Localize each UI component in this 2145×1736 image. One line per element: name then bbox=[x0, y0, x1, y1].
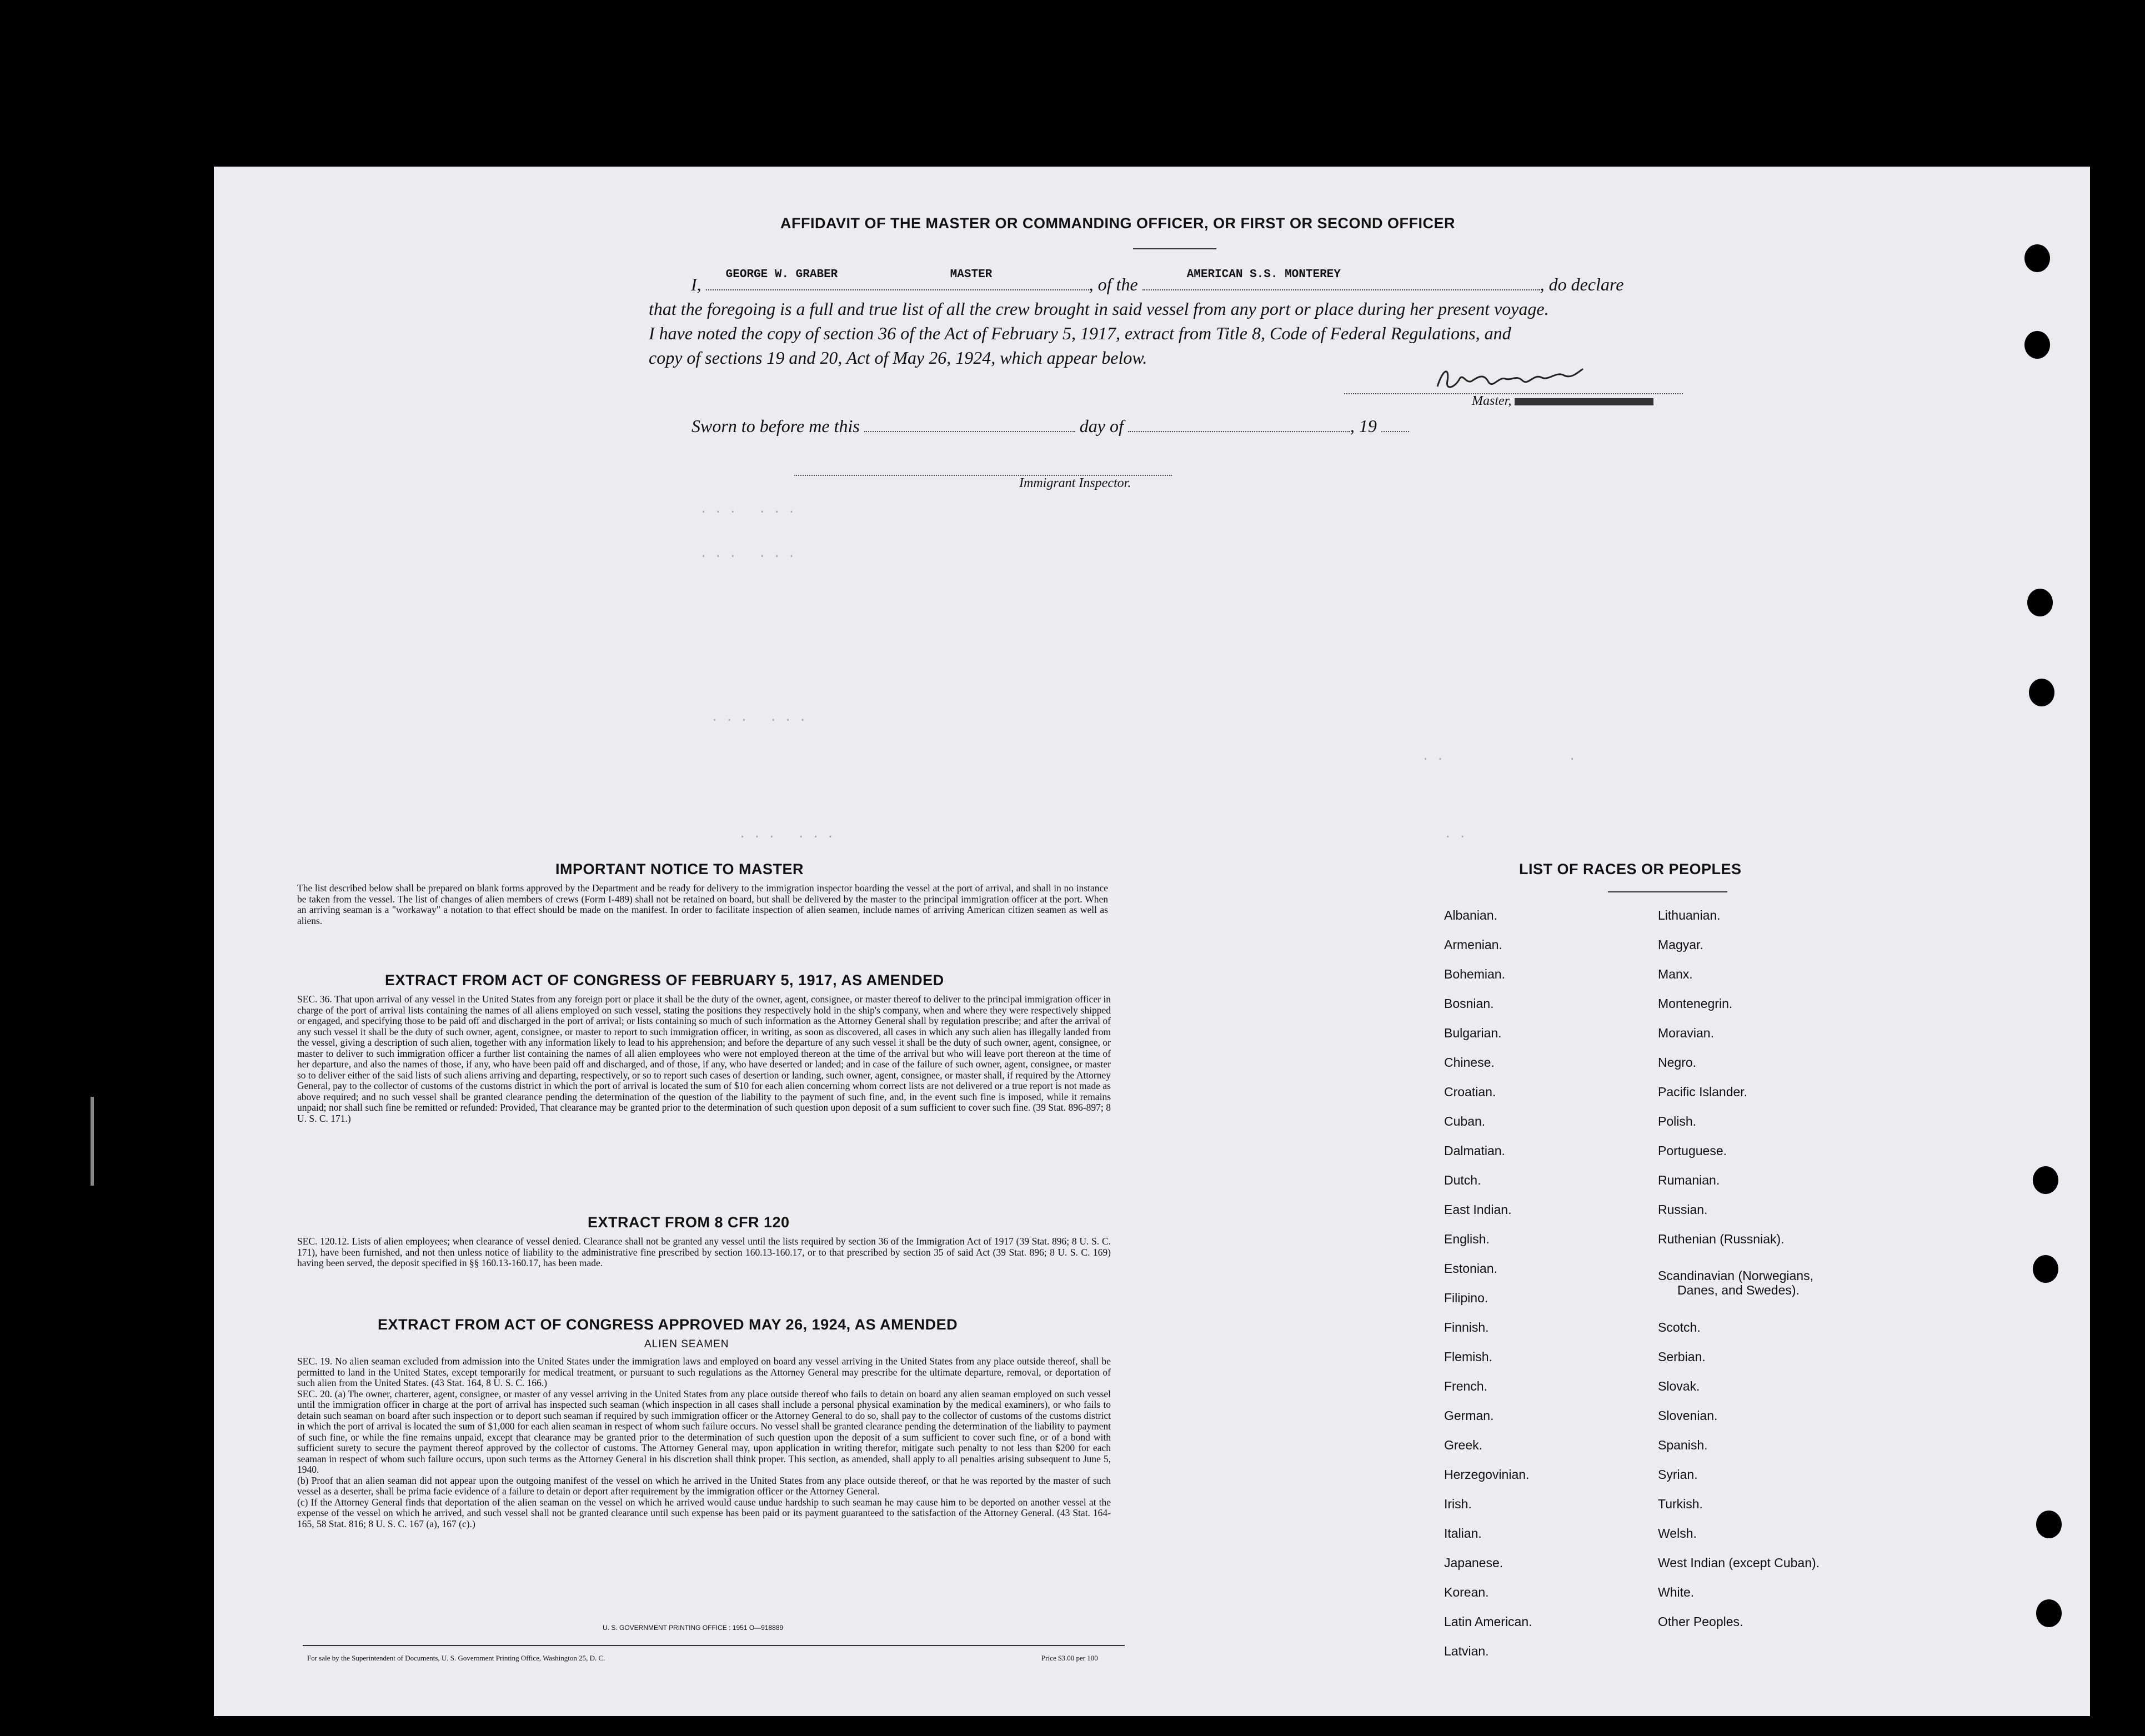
race-item: Lithuanian. bbox=[1658, 908, 1721, 922]
race-item: French. bbox=[1444, 1379, 1487, 1393]
footer-sale-note: For sale by the Superintendent of Documents, U. S. Government Printing Office, Washington 25, D. C. bbox=[307, 1654, 605, 1662]
bleed-through-marks: . . . . . . bbox=[711, 711, 806, 725]
race-item: Flemish. bbox=[1444, 1349, 1492, 1364]
race-item: Other Peoples. bbox=[1658, 1614, 1743, 1629]
sec-19-text: SEC. 19. No alien seaman excluded from admission into the United States under the immigration laws and employed on board any vessel arriving in the United States from any place outside thereof, shall be permitted to land in the United States, except temporarily for medical treatment, or pursuant to such regulations as the Attorney General may prescribe for the ultimate departure, removal, or deportation of such alien from the United States. (43 Stat. 164, 8 U. S. C. 166.) bbox=[297, 1356, 1111, 1388]
race-item: Polish. bbox=[1658, 1114, 1697, 1128]
race-item: Montenegrin. bbox=[1658, 996, 1733, 1011]
extract-cfr-heading: EXTRACT FROM 8 CFR 120 bbox=[588, 1214, 790, 1231]
race-item: East Indian. bbox=[1444, 1202, 1512, 1217]
race-item: Magyar. bbox=[1658, 937, 1703, 952]
extract-1924-heading: EXTRACT FROM ACT OF CONGRESS APPROVED MAY 26, 1924, AS AMENDED bbox=[378, 1316, 958, 1333]
race-item: Slovenian. bbox=[1658, 1408, 1718, 1423]
sec-20c-text: (c) If the Attorney General finds that deportation of the alien seaman on the vessel on which he arrived would cause undue hardship to such seaman he may cause him to be deported on another vessel at the expense of the vessel on which he arrived, and such vessel shall not be granted clearance until such expense has been paid or its payment guaranteed to the satisfaction of the Attorney General. (43 Stat. 164-165, 58 Stat. 816; 8 U. S. C. 167 (a), 167 (c).) bbox=[297, 1496, 1111, 1529]
race-item: White. bbox=[1658, 1585, 1695, 1599]
struck-officer-title bbox=[1515, 398, 1653, 405]
position-value: MASTER bbox=[950, 268, 993, 281]
notice-body: The list described below shall be prepared on blank forms approved by the Department and be ready for delivery to the immigration inspector boarding the vessel at the port of arrival, and shall in no instance be taken from the vessel. The list of changes of alien members of crews (Form I-489) shall not be retained on board, but shall be delivered by the master to the principal immigration officer at the port. When an arriving seaman is a "workaway" a notation to that effect should be made on the manifest. In order to facilitate inspection of alien seamen, include names of arriving American citizen seamen as well as aliens. bbox=[297, 882, 1108, 926]
bleed-through-marks: . . bbox=[1444, 827, 1466, 841]
race-item: Korean. bbox=[1444, 1585, 1489, 1599]
race-item: Filipino. bbox=[1444, 1291, 1489, 1305]
bleed-through-marks: . . . . . . bbox=[700, 503, 795, 516]
sworn-line bbox=[691, 414, 1409, 438]
race-item: Irish. bbox=[1444, 1497, 1472, 1511]
race-item: Spanish. bbox=[1658, 1438, 1708, 1452]
race-item: Dutch. bbox=[1444, 1173, 1481, 1187]
race-item: Armenian. bbox=[1444, 937, 1502, 952]
master-name-value: GEORGE W. GRABER bbox=[725, 268, 838, 281]
master-signature bbox=[1433, 362, 1611, 394]
race-item: Greek. bbox=[1444, 1438, 1483, 1452]
race-item: German. bbox=[1444, 1408, 1494, 1423]
punch-hole bbox=[2036, 1511, 2062, 1538]
title-rule bbox=[1133, 248, 1216, 249]
bleed-through-marks: . . . bbox=[1422, 750, 1576, 764]
bleed-through-marks: . . . . . . bbox=[700, 547, 795, 561]
margin-bracket bbox=[91, 1097, 94, 1186]
punch-hole bbox=[2033, 1255, 2058, 1283]
signature-caption-text: Master, bbox=[1472, 394, 1512, 408]
sec-20a-text: SEC. 20. (a) The owner, charterer, agent, consignee, or master of any vessel arriving in the United States from any place outside thereof who fails to detain on board any alien seaman employed on such vessel until the immigration officer in charge at the port of arrival has inspected such seaman (which inspection in all cases shall include a personal physical examination by the medical examiners), or who fails to detain such seaman on board after such inspection or to deport such seaman if required by such immigration officer or the Attorney General to do so, shall pay to the collector of customs of the customs district in which the port of arrival is located the sum of $1,000 for each alien seaman in respect of whom such failure occurs. No vessel shall be granted clearance pending the determination of the liability to payment of such fine, or while the fine remains unpaid, except that clearance may be granted prior to the determination of such question upon the deposit of a sum sufficient to cover such fine, or of a bond with sufficient surety to secure the payment thereof approved by the collector of customs. The Attorney General may, upon application in writing therefor, mitigate such penalty to not less than $200 for each seaman in respect of whom such failure occurs, upon such terms as the Attorney General in his discretion shall think proper. This section, as amended, shall apply to all penalties arising subsequent to June 5, 1940. bbox=[297, 1388, 1111, 1475]
race-item: English. bbox=[1444, 1232, 1490, 1246]
master-name-field[interactable] bbox=[706, 268, 1089, 290]
race-item: Chinese. bbox=[1444, 1055, 1495, 1070]
race-item: Latin American. bbox=[1444, 1614, 1532, 1629]
punch-hole bbox=[2036, 1599, 2062, 1627]
race-item: West Indian (except Cuban). bbox=[1658, 1556, 1820, 1570]
race-item: Bulgarian. bbox=[1444, 1026, 1502, 1040]
bleed-through-marks: . . . . . . bbox=[739, 827, 834, 841]
race-item: Portuguese. bbox=[1658, 1143, 1727, 1158]
extract-cfr-body: SEC. 120.12. Lists of alien employees; when clearance of vessel denied. Clearance shall not be granted any vessel until the lists required by section 36 of the Immigration Act of 1917 (39 Stat. 896; 8 U. S. C. 171), have been furnished, and not then unless notice of liability to the administrative fine prescribed by section 160.13-160.17, or to that prescribed by section 35 of said Act (39 Stat. 896; 8 U. S. C. 169) having been served, the deposit specified in §§ 160.13-160.17, has been made. bbox=[297, 1236, 1111, 1268]
declaration-line bbox=[649, 268, 1624, 294]
race-item: Russian. bbox=[1658, 1202, 1708, 1217]
sec-20b-text: (b) Proof that an alien seaman did not appear upon the outgoing manifest of the vessel on which he arrived in the United States from any place outside thereof, or that he was reported by the master of such vessel as a deserter, shall be prima facie evidence of a failure to detain or deport after requirement by the immigration officer or the Attorney General. bbox=[297, 1474, 1111, 1497]
punch-hole bbox=[2033, 1166, 2058, 1194]
signature-caption bbox=[1472, 393, 1653, 409]
race-item: Syrian. bbox=[1658, 1467, 1698, 1482]
race-item: Pacific Islander. bbox=[1658, 1085, 1748, 1099]
race-item: Danes, and Swedes). bbox=[1677, 1283, 1800, 1297]
day-of-text: day of bbox=[1079, 416, 1124, 436]
race-item: Dalmatian. bbox=[1444, 1143, 1505, 1158]
statement-line-4: copy of sections 19 and 20, Act of May 26, 1924, which appear below. bbox=[649, 348, 1147, 368]
race-item: Japanese. bbox=[1444, 1556, 1503, 1570]
race-item: Albanian. bbox=[1444, 908, 1497, 922]
extract-1917-body: SEC. 36. That upon arrival of any vessel in the United States from any foreign port or place it shall be the duty of the owner, agent, consignee, or master thereof to deliver to the principal immigration officer in charge of the port of arrival lists containing the names of all aliens employed on such vessel, stating the positions they respectively hold in the ship's company, when and where they were respectively shipped or engaged, and specifying those to be paid off and discharged in the port of arrival; or lists containing so much of such information as the Attorney General shall by regulation prescribe; and after the arrival of any such vessel it shall be the duty of such owner, agent, consignee, or master to report to such immigration officer, in writing, as soon as discovered, all cases in which any such alien has illegally landed from the vessel, giving a description of such alien, together with any information likely to lead to his apprehension; and before the departure of any such vessel it shall be the duty of such owner, agent, consignee, or master to deliver to such immigration officer a further list containing the names of all alien employees who were not employed thereon at the time of the arrival but who will leave port thereon at the time of her departure, and also the names of those, if any, who have been paid off and discharged, and of those, if any, who have deserted or landed; and in case of the failure of such owner, agent, consignee, or master so to deliver either of the said lists of such aliens arriving and departing, respectively, or so to report such cases of desertion or landing, such owner, agent, consignee, or master shall, if required by the Attorney General, pay to the collector of customs of the customs district in which the port of arrival is located the sum of $10 for each alien concerning whom correct lists are not delivered or a true report is not made as above required; and no such vessel shall be granted clearance pending the determination of the question of the liability to the payment of such fine, and, in the event such fine is imposed, while it remains unpaid; nor shall such fine be remitted or refunded: Provided, That clearance may be granted prior to the determination of such question upon deposit of a sum sufficient to cover such fine. (39 Stat. 896-897; 8 U. S. C. 171.) bbox=[297, 994, 1111, 1124]
extract-1924-body bbox=[297, 1356, 1111, 1529]
races-heading: LIST OF RACES OR PEOPLES bbox=[1519, 861, 1742, 877]
gpo-imprint: U. S. GOVERNMENT PRINTING OFFICE : 1951 O—918889 bbox=[603, 1624, 784, 1632]
race-item: Croatian. bbox=[1444, 1085, 1496, 1099]
race-item: Latvian. bbox=[1444, 1644, 1489, 1658]
extract-1917-heading: EXTRACT FROM ACT OF CONGRESS OF FEBRUARY 5, 1917, AS AMENDED bbox=[385, 972, 944, 989]
punch-hole bbox=[2024, 331, 2050, 359]
affidavit-title: AFFIDAVIT OF THE MASTER OR COMMANDING OFFICER, OR FIRST OR SECOND OFFICER bbox=[780, 215, 1455, 232]
footer-rule bbox=[303, 1645, 1125, 1646]
sworn-year-field[interactable] bbox=[1381, 431, 1409, 432]
race-item: Negro. bbox=[1658, 1055, 1697, 1070]
alien-seamen-subheading: ALIEN SEAMEN bbox=[644, 1338, 729, 1350]
statement-line-2: that the foregoing is a full and true list of all the crew brought in said vessel from any port or place during her present voyage. bbox=[649, 299, 1549, 319]
race-item: Finnish. bbox=[1444, 1320, 1489, 1334]
statement-line-3: I have noted the copy of section 36 of the Act of February 5, 1917, extract from Title 8, Code of Federal Regulations, and bbox=[649, 323, 1511, 343]
race-item: Bosnian. bbox=[1444, 996, 1494, 1011]
race-item: Manx. bbox=[1658, 967, 1693, 981]
i-word: I, bbox=[691, 274, 701, 294]
race-item: Ruthenian (Russniak). bbox=[1658, 1232, 1785, 1246]
affidavit-statement bbox=[649, 268, 1693, 370]
race-item: Scandinavian (Norwegians, bbox=[1658, 1268, 1813, 1283]
race-item: Estonian. bbox=[1444, 1261, 1497, 1276]
vessel-name-value: AMERICAN S.S. MONTEREY bbox=[1186, 268, 1341, 281]
footer-price: Price $3.00 per 100 bbox=[1041, 1654, 1098, 1662]
race-item: Rumanian. bbox=[1658, 1173, 1720, 1187]
sworn-day-field[interactable] bbox=[864, 431, 1075, 432]
race-item: Slovak. bbox=[1658, 1379, 1700, 1393]
vessel-name-field[interactable] bbox=[1142, 268, 1540, 290]
race-item: Italian. bbox=[1444, 1526, 1482, 1541]
year-prefix: , 19 bbox=[1350, 416, 1377, 436]
sworn-prefix: Sworn to before me this bbox=[691, 416, 860, 436]
of-the-text: , of the bbox=[1089, 274, 1138, 294]
sworn-month-field[interactable] bbox=[1128, 431, 1350, 432]
punch-hole bbox=[2024, 244, 2050, 272]
race-item: Herzegovinian. bbox=[1444, 1467, 1530, 1482]
race-item: Turkish. bbox=[1658, 1497, 1703, 1511]
punch-hole bbox=[2027, 589, 2053, 616]
race-item: Bohemian. bbox=[1444, 967, 1505, 981]
race-item: Serbian. bbox=[1658, 1349, 1706, 1364]
race-item: Cuban. bbox=[1444, 1114, 1486, 1128]
punch-hole bbox=[2029, 679, 2054, 706]
race-item: Welsh. bbox=[1658, 1526, 1697, 1541]
notice-heading: IMPORTANT NOTICE TO MASTER bbox=[555, 861, 804, 877]
races-heading-rule bbox=[1608, 891, 1727, 892]
race-item: Moravian. bbox=[1658, 1026, 1714, 1040]
do-declare-text: , do declare bbox=[1540, 274, 1624, 294]
race-item: Scotch. bbox=[1658, 1320, 1701, 1334]
inspector-caption: Immigrant Inspector. bbox=[1019, 476, 1131, 490]
